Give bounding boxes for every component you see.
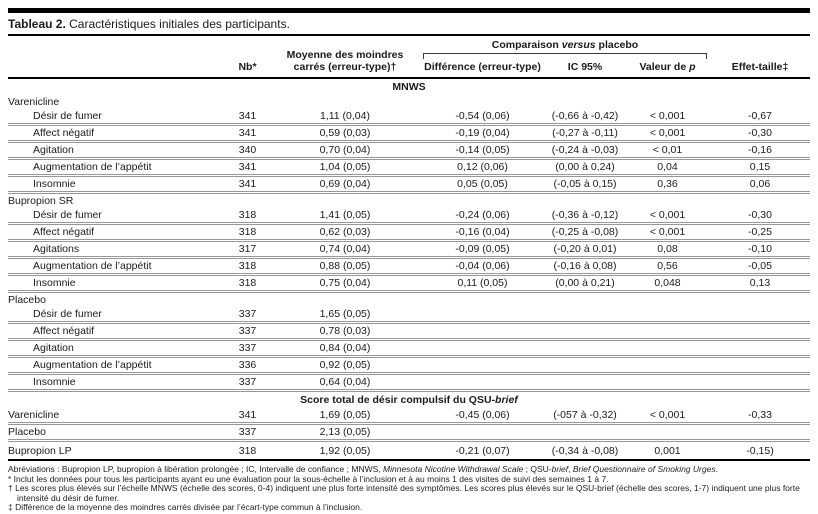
cell-diff: -0,04 (0,06) [455, 260, 510, 272]
spanner-columns [420, 61, 710, 73]
cell-ci: (0,00 à 0,24) [555, 161, 615, 173]
cell-p: 0,001 [654, 444, 681, 457]
table-row [8, 225, 810, 242]
cell-nb: 336 [238, 359, 257, 371]
cell-mean: 0,88 (0,05) [319, 260, 371, 272]
text-segment: . [715, 464, 718, 474]
text-segment: ; QSU- [523, 464, 552, 474]
column-header-pvalue [625, 61, 710, 73]
text-segment: versus [561, 39, 596, 51]
cell-mean: 1,41 (0,05) [319, 209, 371, 221]
table-row [8, 143, 810, 160]
cell-mean: 0,74 (0,04) [319, 243, 371, 255]
footnote-line [8, 503, 810, 513]
cell-nb: 318 [238, 444, 257, 457]
row-label: Augmentation de l’appétit [33, 359, 152, 371]
cell-diff: -0,54 (0,06) [455, 110, 510, 122]
cell-ci: (-0,25 à -0,08) [551, 226, 619, 238]
cell-diff: -0,45 (0,06) [455, 409, 510, 421]
cell-nb: 341 [238, 178, 257, 190]
table-row [8, 307, 810, 324]
cell-mean: 0,78 (0,03) [319, 325, 371, 337]
cell-diff: -0,14 (0,05) [455, 144, 510, 156]
row-label: Affect négatif [33, 325, 95, 337]
table-title [8, 13, 810, 36]
group-header-row [8, 194, 810, 208]
table-row [8, 160, 810, 177]
text-segment: Comparaison [491, 39, 562, 51]
cell-p: < 0,001 [649, 127, 686, 139]
cell-effect: 0,15 [749, 161, 771, 173]
table-row [8, 109, 810, 126]
table-row [8, 276, 810, 293]
cell-nb: 341 [238, 409, 257, 421]
cell-effect: -0,05 [748, 260, 772, 272]
row-label: Placebo [8, 426, 46, 438]
row-label: Désir de fumer [33, 308, 102, 320]
row-label: Insomnie [33, 178, 76, 190]
cell-mean: 0,59 (0,03) [319, 127, 371, 139]
text-segment: placebo [595, 39, 639, 51]
cell-ci: (-0,16 à 0,08) [553, 260, 617, 272]
cell-p: 0,04 [657, 161, 678, 173]
cell-nb: 341 [238, 161, 257, 173]
cell-p: 0,08 [657, 243, 678, 255]
cell-mean: 0,70 (0,04) [319, 144, 371, 156]
row-label: Désir de fumer [33, 209, 102, 221]
text-segment: ‡ Différence de la moyenne des moindres carrés divisée par l’écart-type commun à l’inclusion. [8, 502, 363, 513]
cell-ci: (-0,66 à -0,42) [551, 110, 619, 122]
cell-p: < 0,001 [649, 209, 686, 221]
cell-nb: 337 [238, 426, 257, 438]
row-label: Varenicline [8, 96, 60, 108]
column-header-effect-size: Effet-taille‡ [731, 61, 789, 73]
cell-effect: -0,30 [748, 209, 772, 221]
row-label: Augmentation de l’appétit [33, 260, 152, 272]
column-header-nb: Nb* [238, 61, 257, 73]
table-row [8, 425, 810, 442]
text-segment: * Inclut les données pour tous les participants ayant eu une évaluation pour la sous-échelle à l’inclusion et à au moins 1 des visites de suivi des semaines 1 à 7. [8, 473, 609, 484]
cell-nb: 341 [238, 110, 257, 122]
row-label: Varenicline [8, 409, 60, 421]
cell-mean: 2,13 (0,05) [319, 426, 371, 438]
cell-p: 0,048 [654, 277, 681, 289]
cell-ci: (-0,27 à -0,11) [552, 127, 618, 139]
cell-diff: -0,16 (0,04) [455, 226, 510, 238]
table-row [8, 208, 810, 225]
cell-nb: 318 [238, 260, 257, 272]
cell-ci: (-057 à -0,32) [553, 409, 617, 421]
table-row [8, 408, 810, 425]
cell-nb: 341 [238, 127, 257, 139]
text-segment: brief [551, 464, 569, 474]
text-segment: MNWS [392, 81, 426, 93]
cell-diff: -0,24 (0,06) [455, 209, 510, 221]
row-label: Agitation [33, 342, 74, 354]
table-row [8, 442, 810, 459]
cell-mean: 0,64 (0,04) [319, 376, 371, 388]
comparison-spanner [420, 39, 710, 73]
cell-mean: 0,69 (0,04) [319, 178, 371, 190]
row-label: Agitations [33, 243, 80, 255]
cell-effect: -0,15) [746, 444, 774, 457]
cell-ci: (0,00 à 0,21) [555, 277, 615, 289]
row-label: Insomnie [33, 376, 76, 388]
section-header-row [8, 392, 810, 408]
cell-nb: 340 [238, 144, 257, 156]
cell-nb: 317 [238, 243, 257, 255]
group-header-row [8, 293, 810, 307]
cell-mean: 1,92 (0,05) [319, 444, 371, 457]
cell-p: < 0,001 [649, 226, 686, 238]
row-label: Bupropion LP [8, 444, 72, 457]
text-segment: Valeur de [639, 61, 690, 73]
cell-diff: 0,05 (0,05) [457, 178, 508, 190]
row-label: Placebo [8, 294, 46, 306]
cell-nb: 318 [238, 209, 257, 221]
cell-nb: 337 [238, 376, 257, 388]
spanner-bracket [423, 53, 707, 59]
cell-mean: 0,84 (0,04) [319, 342, 371, 354]
spanner-title [420, 39, 710, 53]
cell-effect: -0,25 [748, 226, 772, 238]
row-label: Affect négatif [33, 226, 95, 238]
cell-diff: 0,11 (0,05) [457, 277, 508, 289]
row-label: Bupropion SR [8, 195, 74, 207]
text-segment: Brief Questionnaire of Smoking Urges [572, 464, 716, 474]
cell-mean: 0,92 (0,05) [319, 359, 371, 371]
cell-diff: -0,09 (0,05) [455, 243, 510, 255]
cell-effect: 0,13 [749, 277, 771, 289]
cell-ci: (-0,24 à -0,03) [551, 144, 619, 156]
cell-p: < 0,01 [652, 144, 683, 156]
cell-mean: 0,75 (0,04) [319, 277, 371, 289]
table-column-headers [8, 36, 810, 79]
text-segment: Score total de désir compulsif du QSU- [300, 394, 496, 406]
cell-effect: -0,30 [748, 127, 772, 139]
table-row [8, 358, 810, 375]
column-header-difference: Différence (erreur-type) [424, 61, 541, 73]
cell-mean: 1,04 (0,05) [319, 161, 371, 173]
cell-p: < 0,001 [649, 409, 686, 421]
table-row [8, 324, 810, 341]
table-row [8, 341, 810, 358]
text-segment: p [689, 61, 696, 73]
table-row [8, 242, 810, 259]
cell-effect: -0,67 [748, 110, 772, 122]
column-header-mean: Moyenne des moindres carrés (erreur-type)† [286, 49, 404, 73]
row-label: Agitation [33, 144, 74, 156]
column-header-ci: IC 95% [567, 61, 603, 73]
cell-effect: -0,16 [748, 144, 772, 156]
cell-p: 0,56 [657, 260, 678, 272]
cell-effect: 0,06 [749, 178, 771, 190]
cell-mean: 0,62 (0,03) [319, 226, 371, 238]
footnotes [8, 461, 810, 513]
table-row [8, 177, 810, 194]
cell-p: < 0,001 [649, 110, 686, 122]
text-segment: Caractéristiques initiales des participants. [65, 17, 290, 31]
cell-ci: (-0,36 à -0,12) [551, 209, 619, 221]
table-body [8, 79, 810, 459]
cell-nb: 318 [238, 226, 257, 238]
cell-p: 0,36 [657, 178, 678, 190]
text-segment: brief [495, 394, 518, 406]
section-header-row [8, 79, 810, 95]
cell-mean: 1,69 (0,05) [319, 409, 371, 421]
text-segment: Tableau 2. [8, 17, 66, 31]
row-label: Insomnie [33, 277, 76, 289]
cell-mean: 1,65 (0,05) [319, 308, 371, 320]
cell-effect: -0,33 [748, 409, 772, 421]
cell-diff: 0,12 (0,06) [457, 161, 508, 173]
table-row [8, 259, 810, 276]
cell-nb: 318 [238, 277, 257, 289]
table-row [8, 375, 810, 392]
row-label: Augmentation de l’appétit [33, 161, 152, 173]
text-segment: , [568, 464, 573, 474]
cell-effect: -0,10 [748, 243, 772, 255]
row-label: Désir de fumer [33, 110, 102, 122]
cell-ci: (-0,05 à 0,15) [553, 178, 617, 190]
table-row [8, 126, 810, 143]
cell-diff: -0,21 (0,07) [455, 444, 510, 457]
cell-mean: 1,11 (0,04) [319, 110, 370, 122]
text-segment: Minnesota Nicotine Withdrawal Scale [383, 464, 524, 474]
footnote-line [8, 484, 810, 503]
text-segment: † Les scores plus élevés sur l’échelle MNWS (échelle des scores, 0-4) indiquent une plus forte intensité des symptômes. Les scores plus élevés sur le QSU-brief (échelle des scores, 1-7) indiquent une plus forte intensité du désir de fumer. [8, 483, 800, 503]
cell-nb: 337 [238, 308, 257, 320]
cell-nb: 337 [238, 342, 257, 354]
row-label: Affect négatif [33, 127, 95, 139]
cell-diff: -0,19 (0,04) [455, 127, 510, 139]
cell-ci: (-0,20 à 0,01) [553, 243, 617, 255]
cell-ci: (-0,34 à -0,08) [551, 444, 619, 457]
cell-nb: 337 [238, 325, 257, 337]
group-header-row [8, 95, 810, 109]
text-segment: Abréviations : Bupropion LP, bupropion à libération prolongée ; IC, Intervalle de confiance ; MNWS, [8, 464, 384, 474]
